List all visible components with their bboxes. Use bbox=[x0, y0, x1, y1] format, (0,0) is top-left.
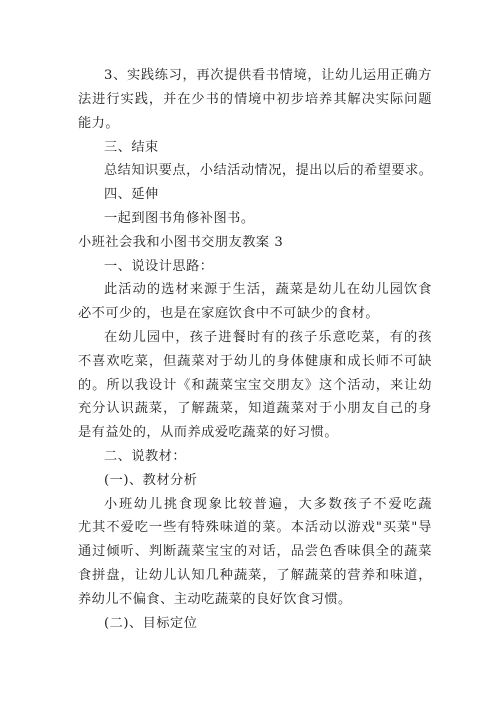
paragraph-line: 的。所以我设计《和蔬菜宝宝交朋友》这个活动，来让幼 bbox=[78, 378, 432, 393]
section-heading: 三、结束 bbox=[104, 140, 159, 155]
document-title: 小班社会我和小图书交朋友教案 3 bbox=[78, 235, 284, 250]
subsection-heading: (一)、教材分析 bbox=[104, 473, 198, 488]
paragraph-line: 食拼盘，让幼儿认知几种蔬菜，了解蔬菜的营养和味道， bbox=[78, 568, 432, 583]
section-heading: 四、延伸 bbox=[104, 187, 159, 202]
paragraph-line: 小班幼儿挑食现象比较普遍，大多数孩子不爱吃蔬 bbox=[104, 497, 432, 512]
paragraph-line: 能力。 bbox=[78, 116, 120, 131]
section-heading: 二、说教材： bbox=[104, 449, 187, 464]
paragraph-line: 此活动的选材来源于生活，蔬菜是幼儿在幼儿园饮食 bbox=[104, 282, 432, 297]
subsection-heading: (二)、目标定位 bbox=[104, 616, 198, 631]
paragraph-line: 必不可少的，也是在家庭饮食中不可缺少的食材。 bbox=[78, 306, 380, 321]
paragraph-line: 是有益处的，从而养成爱吃蔬菜的好习惯。 bbox=[78, 425, 339, 440]
paragraph-line: 尤其不爱吃一些有特殊味道的菜。本活动以游戏"买菜"导 bbox=[78, 520, 432, 535]
paragraph-line: 在幼儿园中，孩子进餐时有的孩子乐意吃菜，有的孩 bbox=[104, 330, 432, 345]
paragraph-line: 法进行实践，并在少书的情境中初步培养其解决实际问题 bbox=[78, 92, 432, 107]
paragraph-line: 充分认识蔬菜，了解蔬菜，知道蔬菜对于小朋友自己的身 bbox=[78, 401, 432, 416]
paragraph-line: 总结知识要点，小结活动情况，提出以后的希望要求。 bbox=[104, 163, 433, 178]
paragraph-line: 通过倾听、判断蔬菜宝宝的对话，品尝色香味俱全的蔬菜 bbox=[78, 544, 432, 559]
paragraph-line: 一起到图书角修补图书。 bbox=[104, 211, 255, 226]
paragraph-line: 不喜欢吃菜，但蔬菜对于幼儿的身体健康和成长师不可缺 bbox=[78, 354, 432, 369]
section-heading: 一、说设计思路： bbox=[104, 259, 214, 274]
paragraph-line: 3、实践练习，再次提供看书情境，让幼儿运用正确方 bbox=[104, 68, 432, 83]
paragraph-line: 养幼儿不偏食、主动吃蔬菜的良好饮食习惯。 bbox=[78, 592, 352, 607]
